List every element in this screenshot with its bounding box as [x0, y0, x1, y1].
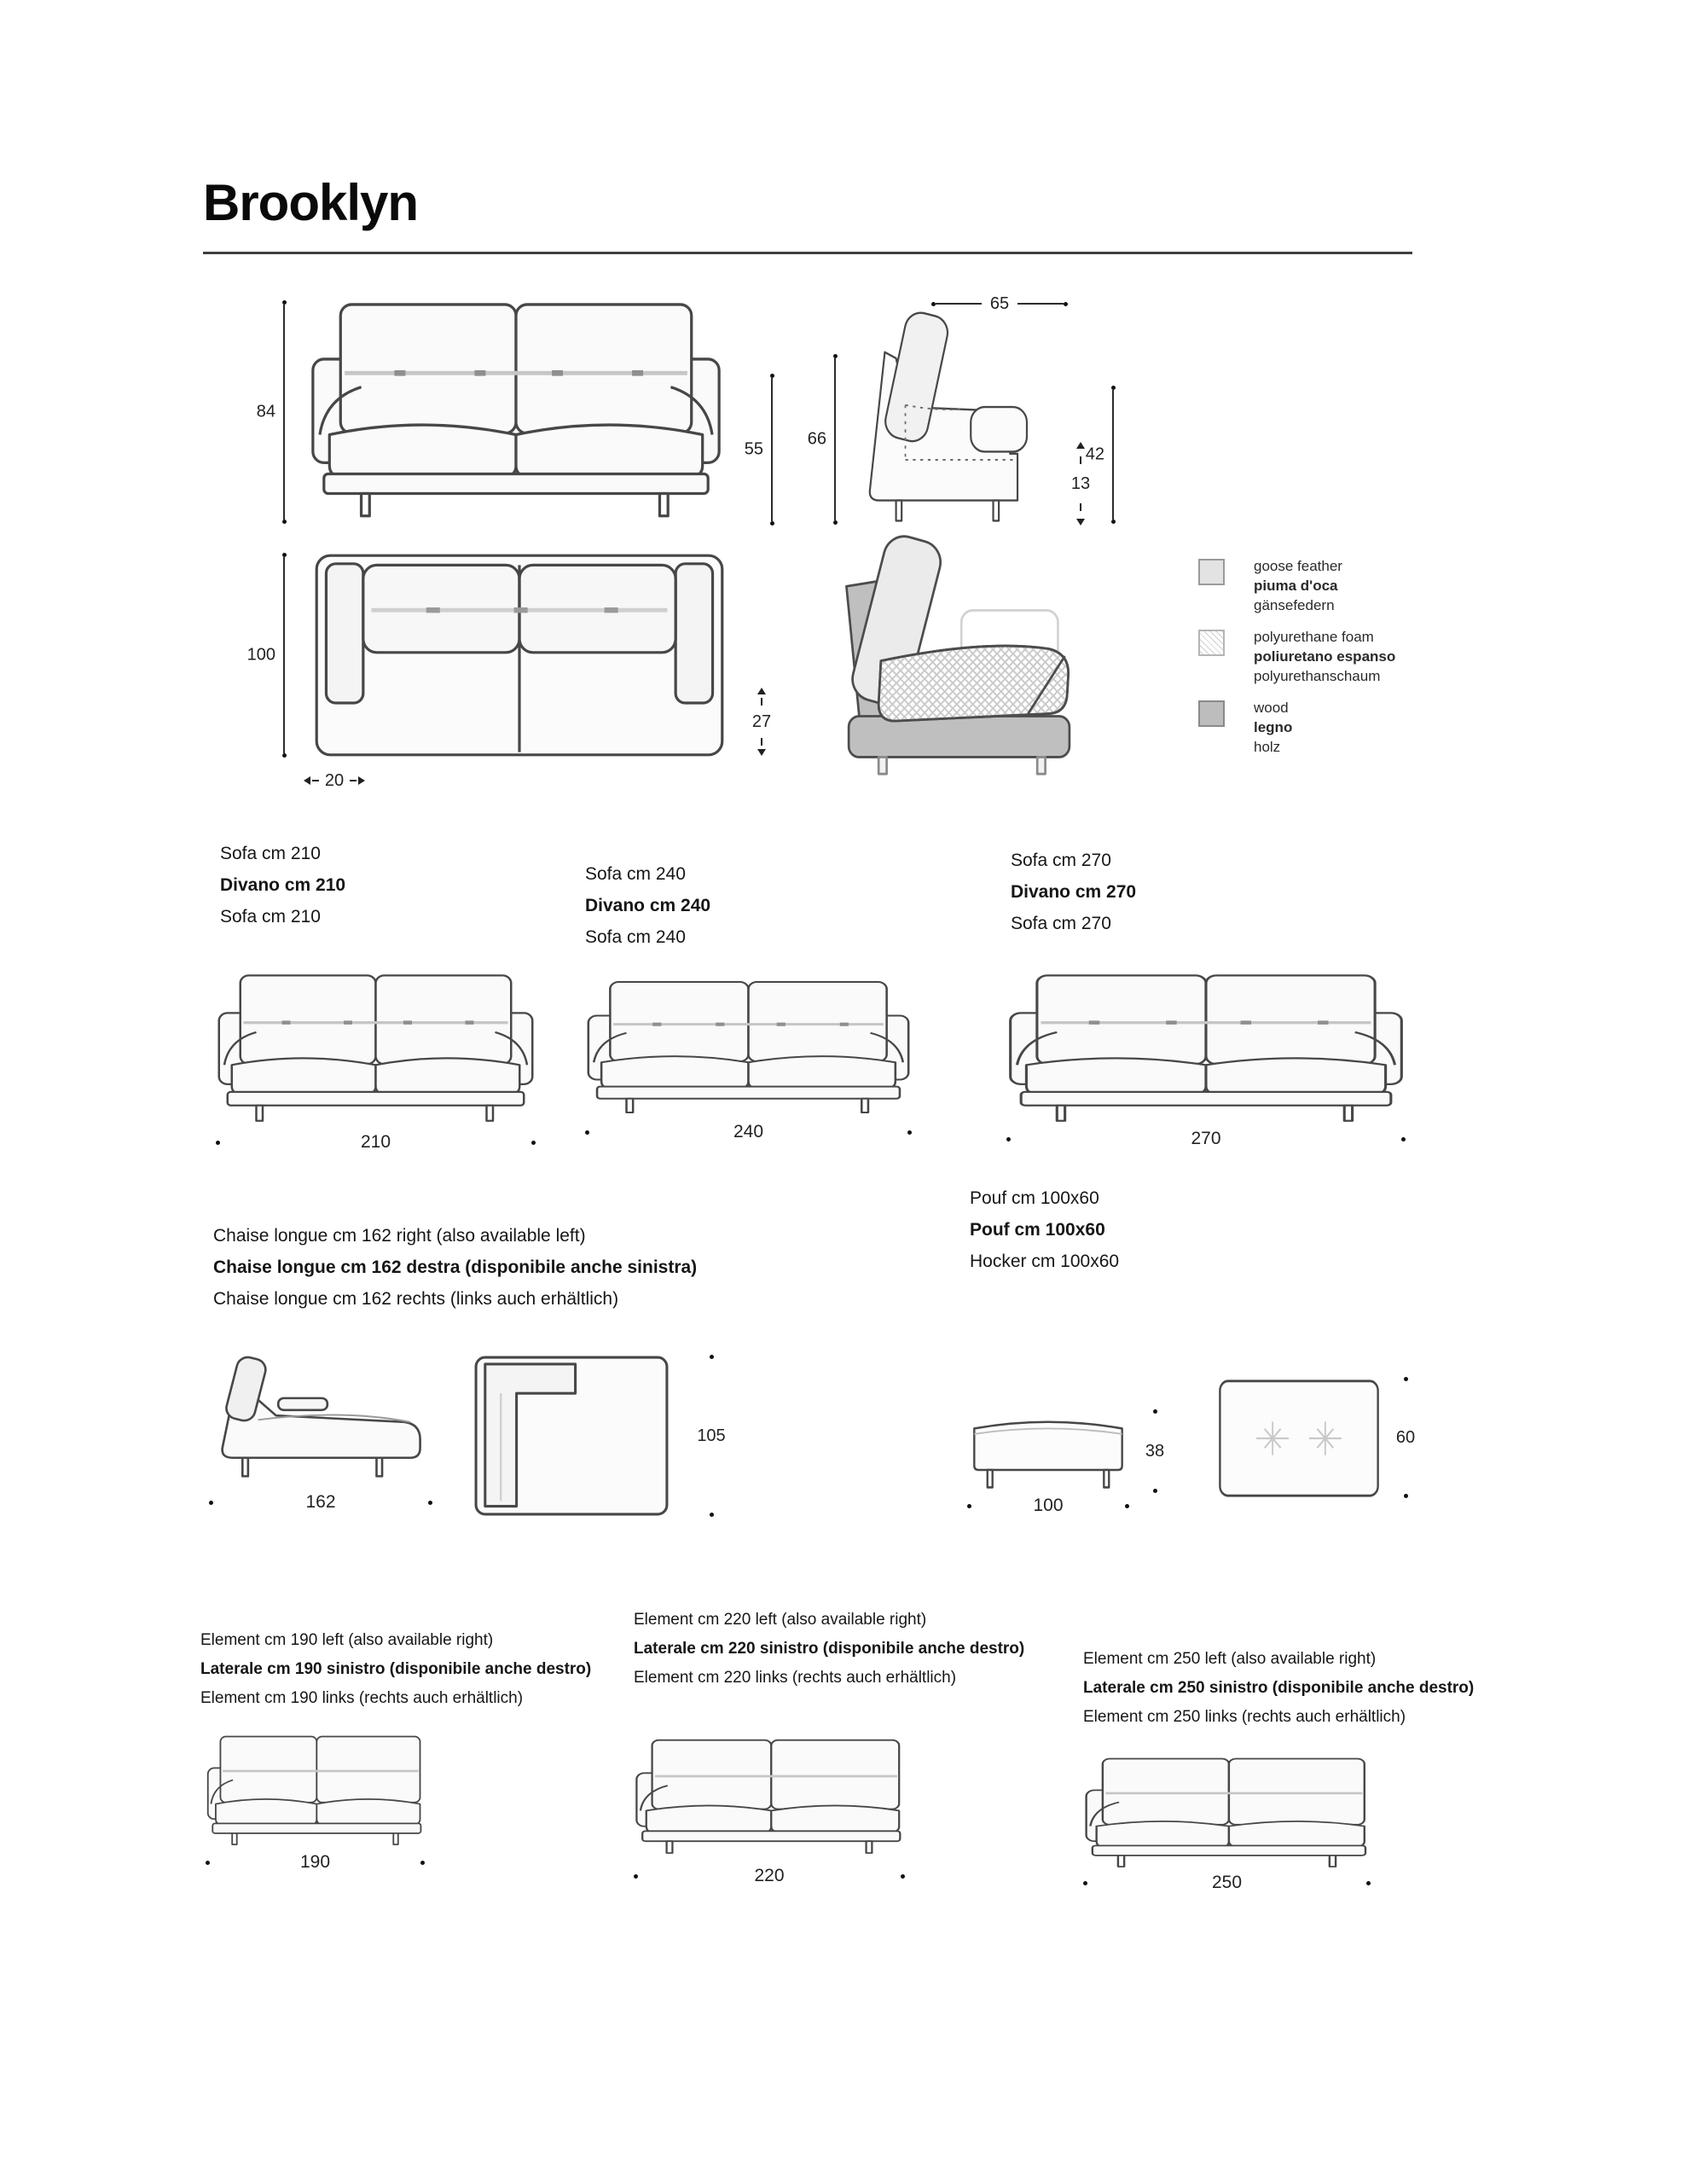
legend-item-polyurethane-foam	[1198, 627, 1395, 686]
polyurethane-foam-swatch	[1198, 630, 1225, 656]
sofa-240-drawing	[585, 979, 912, 1114]
legend-label-en: wood	[1254, 700, 1289, 716]
dimension-label: 210	[360, 1132, 391, 1152]
element-220-label	[634, 1606, 1024, 1693]
dimension-label: 100	[247, 644, 275, 667]
label-it: Divano cm 270	[1011, 882, 1137, 902]
dimension-label: 100	[1033, 1496, 1064, 1515]
chaise-depth-marker	[693, 1355, 730, 1517]
label-en: Element cm 190 left (also available right)	[200, 1631, 494, 1649]
dimension-dot	[1125, 1504, 1129, 1508]
dimension-dot	[1006, 1137, 1011, 1141]
dimension-dot	[1153, 1489, 1157, 1493]
dimension-dot	[206, 1861, 210, 1865]
dimension-line	[771, 378, 773, 521]
dimension-dot	[710, 1355, 714, 1359]
label-de: Sofa cm 210	[220, 907, 321, 926]
dimension-line	[761, 738, 762, 746]
dimension-dot	[1064, 302, 1068, 306]
label-de: Element cm 190 links (rechts auch erhältlich)	[200, 1689, 524, 1707]
legend-text	[1254, 698, 1292, 757]
chaise-plan-view-drawing	[473, 1355, 670, 1517]
legend-item-goose-feather	[1198, 556, 1395, 615]
dimension-label: 66	[808, 428, 826, 451]
dimension-label: 20	[324, 770, 345, 790]
legend-label-de: gänsefedern	[1254, 597, 1335, 613]
wood-swatch	[1198, 700, 1225, 727]
dimension-label: 60	[1395, 1427, 1416, 1447]
dimension-label: 65	[989, 293, 1010, 313]
dimension-label: 162	[305, 1492, 336, 1512]
chaise-width-marker	[209, 1491, 432, 1513]
dimension-line	[761, 698, 762, 706]
dimension-seat-height	[744, 374, 778, 526]
label-it: Divano cm 210	[220, 875, 346, 895]
dimension-dot	[1366, 1881, 1371, 1885]
pouf-plan-view-drawing	[1218, 1379, 1380, 1498]
sofa-210-width-marker	[216, 1131, 536, 1153]
dimension-arm-width	[304, 771, 365, 790]
pouf-width-marker	[967, 1495, 1129, 1517]
pouf-height-marker	[1139, 1409, 1170, 1493]
sofa-cutaway-materials-drawing	[812, 536, 1076, 776]
sofa-270-drawing	[1006, 973, 1406, 1123]
dimension-dot	[833, 520, 838, 525]
element-250-drawing	[1083, 1756, 1371, 1867]
dimension-dot	[1401, 1137, 1406, 1141]
dimension-arm-height	[1085, 386, 1119, 524]
dimension-label: 250	[1211, 1873, 1243, 1892]
label-en: Sofa cm 210	[220, 844, 321, 863]
dimension-dot	[770, 521, 774, 526]
dimension-dot	[901, 1874, 905, 1879]
legend-label-en: goose feather	[1254, 558, 1342, 574]
dimension-line	[283, 557, 285, 753]
dimension-dot	[967, 1504, 971, 1508]
materials-legend	[1198, 556, 1395, 769]
element-190-drawing	[206, 1734, 425, 1844]
dimension-label: 105	[697, 1426, 726, 1445]
dimension-label: 270	[1191, 1129, 1221, 1148]
dimension-line	[834, 358, 836, 520]
element-250-width-marker	[1083, 1872, 1371, 1894]
sofa-side-view-drawing	[851, 305, 1066, 524]
element-190-label	[200, 1626, 591, 1713]
sofa-210-label	[220, 838, 345, 932]
legend-text	[1254, 556, 1342, 615]
legend-label-en: polyurethane foam	[1254, 629, 1374, 645]
dimension-line	[1112, 390, 1114, 520]
element-220-drawing	[634, 1737, 905, 1853]
legend-label-de: polyurethanschaum	[1254, 668, 1381, 684]
dimension-label: 27	[751, 712, 772, 731]
legend-label-it: legno	[1254, 719, 1293, 735]
label-it: Laterale cm 190 sinistro (disponibile anche destro)	[200, 1660, 592, 1678]
pouf-depth-marker	[1390, 1377, 1421, 1498]
label-de: Hocker cm 100x60	[970, 1252, 1120, 1271]
dimension-label: 240	[733, 1122, 764, 1141]
dimension-label: 13	[1070, 473, 1091, 493]
sofa-plan-view-drawing	[314, 553, 725, 758]
dimension-label: 42	[1086, 444, 1104, 467]
element-220-width-marker	[634, 1865, 905, 1887]
dimension-back-height	[807, 354, 841, 525]
chaise-side-view-drawing	[209, 1355, 432, 1483]
sofa-240-label	[585, 858, 710, 953]
dimension-back-cushion-depth	[749, 688, 774, 756]
label-de: Chaise longue cm 162 rechts (links auch erhältlich)	[213, 1289, 619, 1309]
dimension-dot	[1404, 1494, 1408, 1498]
sofa-front-view-drawing	[309, 300, 723, 519]
element-250-label	[1083, 1645, 1474, 1732]
dimension-dot	[1083, 1881, 1087, 1885]
label-it: Laterale cm 220 sinistro (disponibile anche destro)	[634, 1640, 1025, 1658]
label-it: Laterale cm 250 sinistro (disponibile anche destro)	[1083, 1679, 1475, 1697]
dimension-line	[936, 303, 982, 305]
dimension-total-height	[256, 300, 290, 524]
label-it: Chaise longue cm 162 destra (disponibile anche sinistra)	[213, 1258, 698, 1277]
dimension-label: 38	[1145, 1441, 1165, 1461]
dimension-dot	[428, 1501, 432, 1505]
sofa-240-width-marker	[585, 1121, 912, 1143]
label-en: Sofa cm 270	[1011, 851, 1111, 870]
legend-item-wood	[1198, 698, 1395, 757]
dimension-dot	[282, 753, 287, 758]
dimension-plan-depth	[246, 553, 290, 758]
dimension-label: 55	[745, 439, 763, 462]
dimension-dot	[420, 1861, 425, 1865]
dimension-dot	[1404, 1377, 1408, 1381]
dimension-dot	[710, 1513, 714, 1517]
dimension-line	[1017, 303, 1064, 305]
dimension-dot	[585, 1130, 589, 1135]
dimension-label: 190	[299, 1852, 331, 1872]
label-en: Chaise longue cm 162 right (also available left)	[213, 1226, 586, 1246]
legend-label-de: holz	[1254, 739, 1281, 755]
dimension-line	[283, 305, 285, 520]
arrow-left-icon	[304, 776, 310, 785]
title-rule	[203, 252, 1412, 254]
dimension-line	[350, 780, 357, 781]
arrow-up-icon	[757, 688, 766, 694]
legend-label-it: piuma d'oca	[1254, 578, 1338, 594]
pouf-label	[970, 1182, 1119, 1277]
sofa-270-label	[1011, 845, 1136, 939]
sofa-210-drawing	[216, 973, 536, 1123]
dimension-dot	[282, 520, 287, 524]
label-en: Element cm 220 left (also available right)	[634, 1611, 927, 1629]
label-de: Element cm 220 links (rechts auch erhältlich)	[634, 1669, 957, 1687]
label-de: Sofa cm 240	[585, 927, 686, 947]
arrow-up-icon	[1076, 442, 1085, 449]
element-190-width-marker	[206, 1851, 425, 1873]
arrow-right-icon	[358, 776, 365, 785]
dimension-label: 220	[754, 1866, 785, 1885]
dimension-line	[1080, 503, 1081, 511]
pouf-front-view-drawing	[967, 1411, 1129, 1490]
chaise-longue-label	[213, 1220, 697, 1315]
dimension-dot	[216, 1141, 220, 1145]
dimension-leg-height	[1068, 442, 1093, 526]
dimension-dot	[531, 1141, 536, 1145]
label-en: Element cm 250 left (also available right)	[1083, 1650, 1377, 1668]
dimension-dot	[1111, 520, 1116, 524]
label-de: Element cm 250 links (rechts auch erhältlich)	[1083, 1708, 1406, 1726]
page-title: Brooklyn	[203, 174, 419, 231]
legend-label-it: poliuretano espanso	[1254, 648, 1396, 665]
dimension-dot	[1153, 1409, 1157, 1414]
legend-text	[1254, 627, 1395, 686]
dimension-dot	[907, 1130, 912, 1135]
arrow-down-icon	[1076, 519, 1085, 526]
dimension-dot	[634, 1874, 638, 1879]
dimension-line	[312, 780, 319, 781]
arrow-down-icon	[757, 749, 766, 756]
label-en: Sofa cm 240	[585, 864, 686, 884]
label-it: Divano cm 240	[585, 896, 711, 915]
label-it: Pouf cm 100x60	[970, 1220, 1105, 1240]
dimension-label: 84	[257, 401, 275, 424]
sofa-270-width-marker	[1006, 1128, 1406, 1150]
label-de: Sofa cm 270	[1011, 914, 1111, 933]
dimension-side-depth	[931, 295, 1068, 312]
dimension-line	[1080, 456, 1081, 464]
dimension-dot	[209, 1501, 213, 1505]
label-en: Pouf cm 100x60	[970, 1188, 1099, 1208]
goose-feather-swatch	[1198, 559, 1225, 585]
